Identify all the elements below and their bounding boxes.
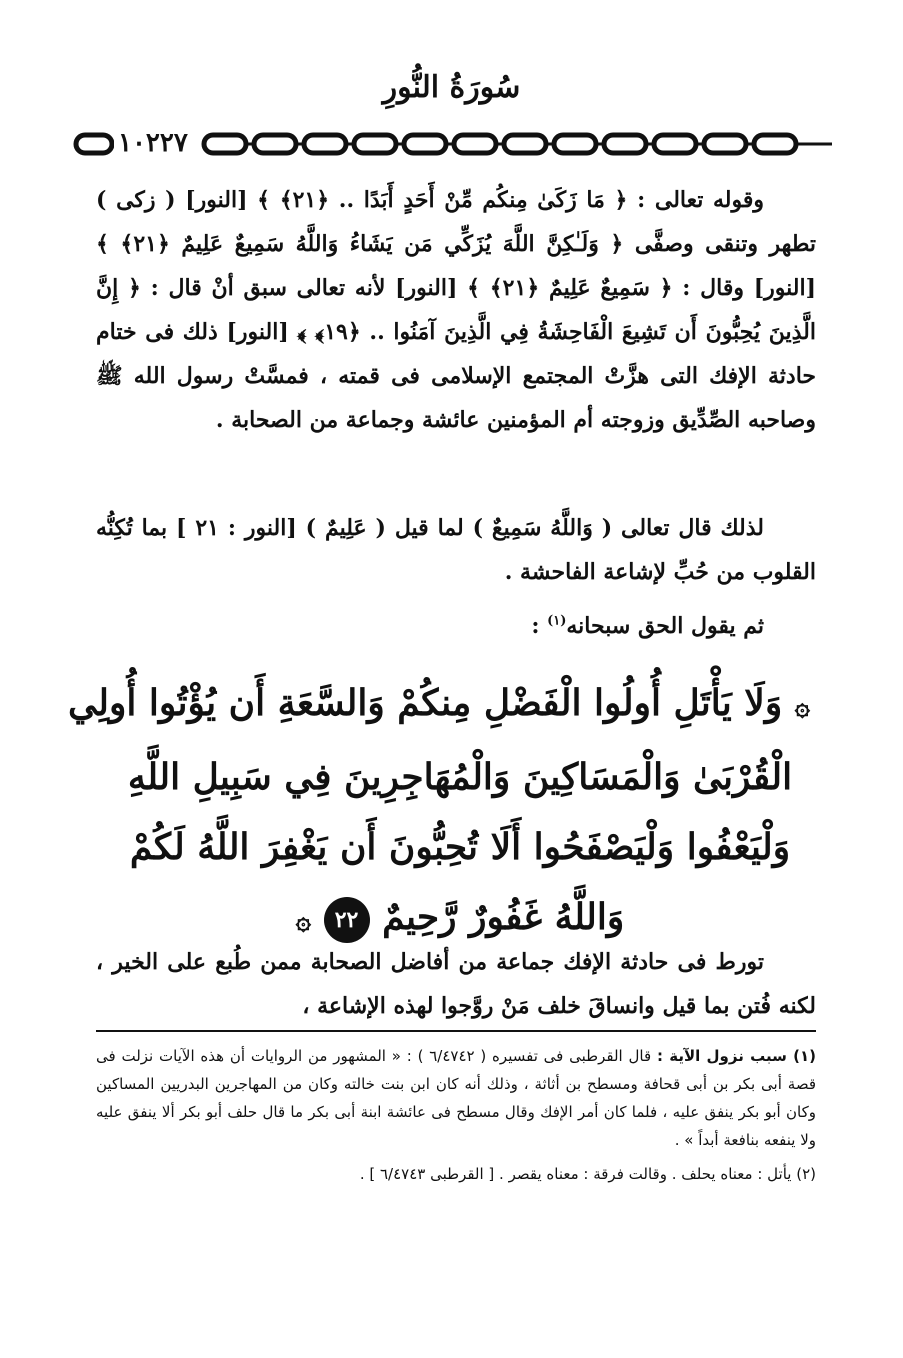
footnotes	[96, 1042, 816, 1194]
verse-line-3: وَلْيَعْفُوا وَلْيَصْفَحُوا أَلَا تُحِبُّونَ أَن يَغْفِرَ اللَّهُ لَكُمْ	[129, 826, 791, 868]
quran-verse	[67, 668, 810, 956]
verse-line-1-text: وَلَا يَأْتَلِ أُولُوا الْفَضْلِ مِنكُمْ وَالسَّعَةِ أَن يُؤْتُوا أُولِي	[67, 682, 783, 724]
footnote-2: (٢) يأتل : معناه يحلف . وقالت فرقة : معناه يقصر . [ القرطبى ٦/٤٧٤٣ ] .	[359, 1165, 816, 1183]
paragraph-3-text: ثم يقول الحق سبحانه	[566, 613, 764, 639]
paragraph-3	[96, 604, 816, 648]
paragraph-1: وقوله تعالى : ﴿ مَا زَكَىٰ مِنكُم مِّنْ أَحَدٍ أَبَدًا .. ﴿٢١﴾ ﴾ [النور] ( زكى ) تطهر وتنقى وصفَّى ﴿ وَلَـٰكِنَّ اللَّهَ يُزَكِّي مَن يَشَاءُ وَاللَّهُ سَمِيعٌ عَلِيمٌ ﴿٢١﴾ ﴾ [النور] وقال : ﴿ سَمِيعٌ عَلِيمٌ ﴿٢١﴾ ﴾ [النور] لأنه تعالى سبق أنْ قال : ﴿ إِنَّ الَّذِينَ يُحِبُّونَ أَن تَشِيعَ الْفَاحِشَةُ فِي الَّذِينَ آمَنُوا .. ﴿١٩﴾ ﴾ [النور] ذلك فى ختام حادثة الإفك التى هزَّتْ المجتمع الإسلامى فى قمته ، فمسَّتْ رسول الله ﷺ وصاحبه الصِّدِّيق وزوجته أم المؤمنين عائشة وجماعة من الصحابة .	[96, 187, 816, 433]
footnote-1-text: قال القرطبى فى تفسيره ( ٦/٤٧٤٢ ) : « المشهور من الروايات أن هذه الآيات نزلت فى قصة أبى بكر بن أبى قحافة ومسطح بن أثاثة ، وذلك أنه كان ابن بنت خالته وكان من المهاجرين البدريين المساكين وكان أبو بكر ينفق عليه ، فلما كان أمر الإفك وقال مسطح فى عائشة ابنة أبى بكر ما قال حلف أبو بكر ألا ينفق عليه ولا ينفعه بنافعة أبداً » .	[96, 1047, 816, 1149]
verse-close-ornament-icon: ۞	[295, 906, 311, 936]
paragraph-3-end: :	[531, 613, 548, 639]
page-number: ١٠٢٢٧	[114, 128, 192, 158]
verse-line-4-text: وَاللَّهُ غَفُورٌ رَّحِيمٌ	[382, 896, 625, 938]
footnote-1-title: (١) سبب نزول الآية :	[656, 1047, 816, 1065]
surah-title: سُورَةُ النُّورِ	[382, 70, 521, 105]
paragraph-4: تورط فى حادثة الإفك جماعة من أفاضل الصحابة ممن طُبع على الخير ، لكنه فُتن بما قيل وانساقَ خلف مَنْ روَّجوا لهذه الإشاعة ،	[96, 949, 816, 1019]
verse-line-2: الْقُرْبَىٰ وَالْمَسَاكِينَ وَالْمُهَاجِرِينَ فِي سَبِيلِ اللَّهِ	[127, 756, 793, 798]
footnote-divider	[96, 1030, 816, 1032]
footnote-1	[96, 1042, 816, 1154]
verse-line-1	[67, 668, 810, 742]
header-ornament-row	[72, 124, 832, 164]
ayah-number-badge: ٢٢	[324, 897, 370, 943]
paragraph-2: لذلك قال تعالى ( وَاللَّهُ سَمِيعٌ ) لما قيل ( عَلِيمٌ ) [النور : ٢١ ] بما تُكِنُّه القلوب من حُبِّ لإشاعة الفاحشة .	[96, 515, 816, 585]
footnote-marker-1: (١)	[547, 613, 567, 629]
verse-open-ornament-icon: ۞	[794, 692, 810, 722]
